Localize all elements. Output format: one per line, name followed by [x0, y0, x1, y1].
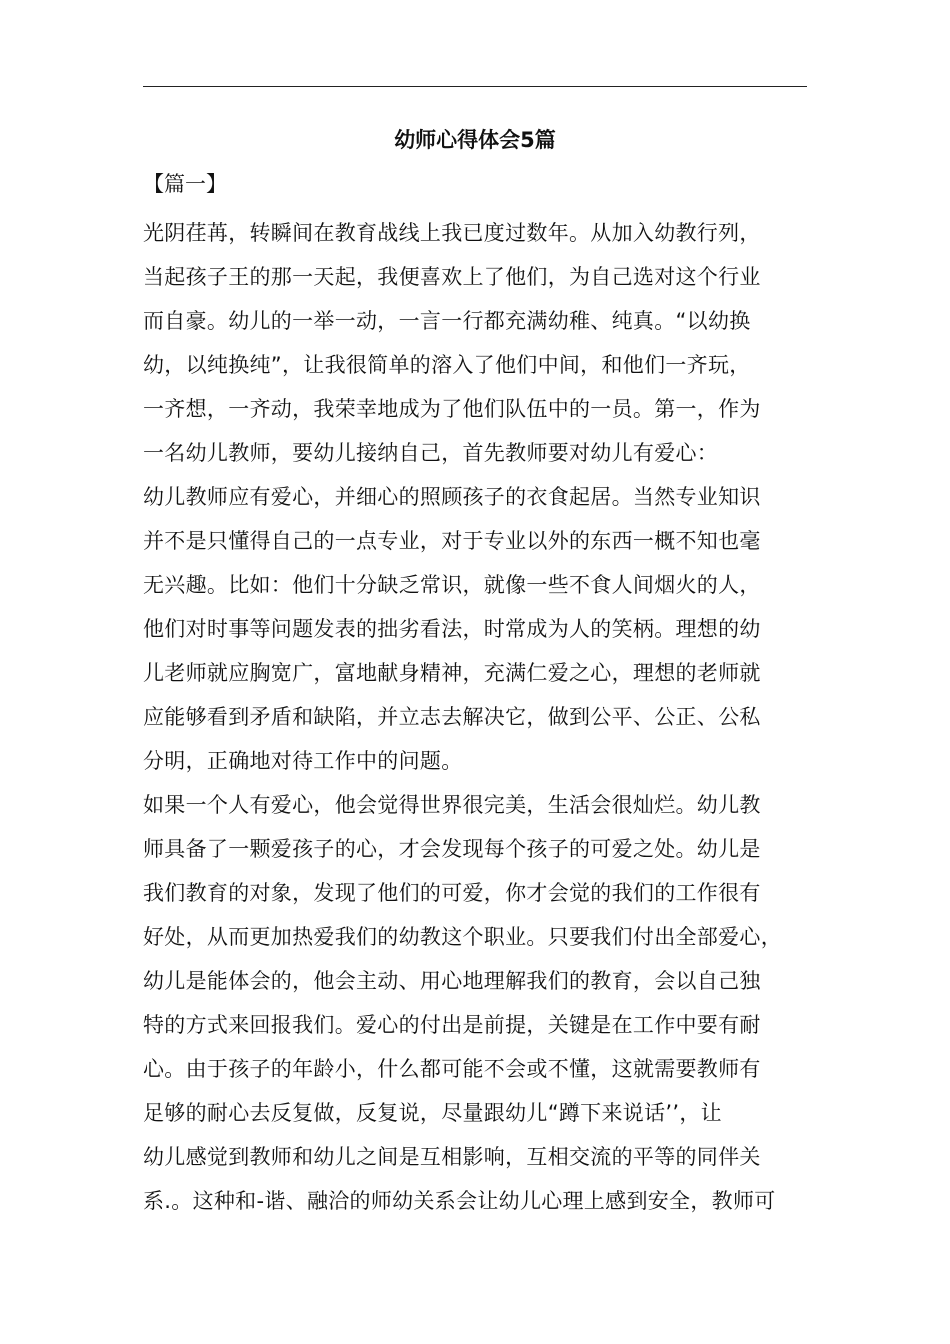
text-line: 而自豪。幼儿的一举一动，一言一行都充满幼稚、纯真。“以幼换 [143, 309, 751, 333]
text-line: 如果一个人有爱心，他会觉得世界很完美，生活会很灿烂。幼儿教 [143, 793, 761, 817]
text-line: 师具备了一颗爱孩子的心，才会发现每个孩子的可爱之处。幼儿是 [143, 837, 761, 861]
text-line: 无兴趣。比如：他们十分缺乏常识，就像一些不食人间烟火的人， [143, 573, 761, 597]
text-line: 分明，正确地对待工作中的问题。 [143, 749, 463, 773]
text-line: 幼儿教师应有爱心，并细心的照顾孩子的衣食起居。当然专业知识 [143, 485, 761, 509]
text-line: 系.。这种和-谐、融洽的师幼关系会让幼儿心理上感到安全，教师可 [143, 1189, 776, 1213]
text-line: 足够的耐心去反复做，反复说，尽量跟幼儿“蹲下来说话’’，让 [143, 1101, 722, 1125]
text-line: 特的方式来回报我们。爱心的付出是前提，关键是在工作中要有耐 [143, 1013, 761, 1037]
text-line: 好处，从而更加热爱我们的幼教这个职业。只要我们付出全部爱心， [143, 925, 782, 949]
text-line: 幼儿感觉到教师和幼儿之间是互相影响，互相交流的平等的同伴关 [143, 1145, 761, 1169]
text-line: 光阴荏苒，转瞬间在教育战线上我已度过数年。从加入幼教行列， [143, 221, 761, 245]
text-line: 儿老师就应胸宽广，富地献身精神，充满仁爱之心，理想的老师就 [143, 661, 761, 685]
document-title: 幼师心得体会5篇 [394, 128, 556, 152]
text-line: 幼儿是能体会的，他会主动、用心地理解我们的教育，会以自己独 [143, 969, 761, 993]
text-line: 一名幼儿教师，要幼儿接纳自己，首先教师要对幼儿有爱心： [143, 441, 719, 465]
text-line: 我们教育的对象，发现了他们的可爱，你才会觉的我们的工作很有 [143, 881, 761, 905]
section-heading: 【篇一】 [143, 172, 227, 196]
text-line: 并不是只懂得自己的一点专业，对于专业以外的东西一概不知也毫 [143, 529, 761, 553]
text-line: 心。由于孩子的年龄小，什么都可能不会或不懂，这就需要教师有 [143, 1057, 761, 1081]
text-line: 他们对时事等问题发表的拙劣看法，时常成为人的笑柄。理想的幼 [143, 617, 761, 641]
text-line: 当起孩子王的那一天起，我便喜欢上了他们，为自己选对这个行业 [143, 265, 761, 289]
text-line: 应能够看到矛盾和缺陷，并立志去解决它，做到公平、公正、公私 [143, 705, 761, 729]
body-text [143, 211, 811, 1223]
header-rule [143, 86, 807, 87]
text-line: 一齐想，一齐动，我荣幸地成为了他们队伍中的一员。第一，作为 [143, 397, 761, 421]
text-line: 幼，以纯换纯”，让我很简单的溶入了他们中间，和他们一齐玩， [143, 353, 751, 377]
